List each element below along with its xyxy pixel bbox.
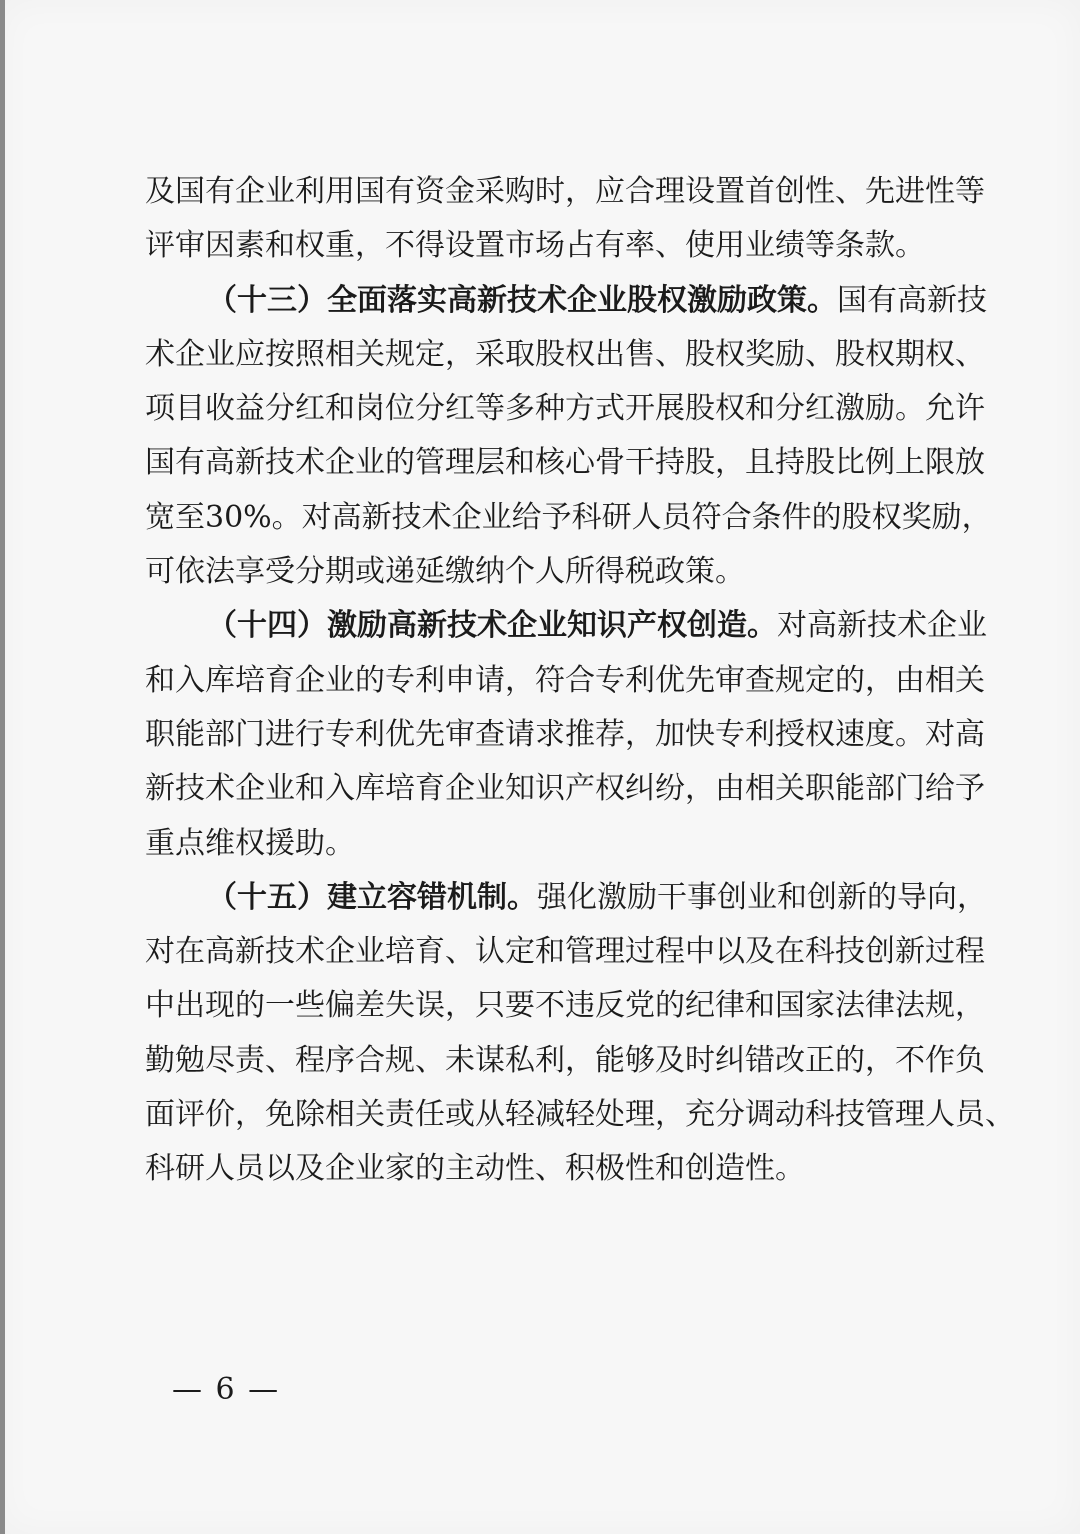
- body-line: 新技术企业和入库培育企业知识产权纠纷，由相关职能部门给予: [145, 771, 985, 807]
- body-line: 职能部门进行专利优先审查请求推荐，加快专利授权速度。对高: [145, 716, 985, 752]
- section-first-line: [145, 871, 987, 925]
- body-line: 中出现的一些偏差失误，只要不违反党的纪律和国家法律法规，: [145, 988, 985, 1024]
- body-line: 和入库培育企业的专利申请，符合专利优先审查规定的，由相关: [145, 662, 985, 698]
- body-line: 勤勉尽责、程序合规、未谋私利，能够及时纠错改正的，不作负: [145, 1042, 985, 1078]
- body-line: 可依法享受分期或递延缴纳个人所得税政策。: [145, 554, 745, 590]
- body-line: 对在高新技术企业培育、认定和管理过程中以及在科技创新过程: [145, 934, 985, 970]
- body-line: 重点维权援助。: [145, 825, 355, 861]
- body-line: 及国有企业利用国有资金采购时，应合理设置首创性、先进性等: [145, 174, 985, 209]
- section-text: 国有高新技: [837, 282, 987, 318]
- body-line: 项目收益分红和岗位分红等多种方式开展股权和分红激励。允许: [145, 391, 985, 427]
- document-body: [145, 165, 1015, 1197]
- section-first-line: [145, 274, 987, 328]
- body-line: 术企业应按照相关规定，采取股权出售、股权奖励、股权期权、: [145, 336, 985, 372]
- body-line: 科研人员以及企业家的主动性、积极性和创造性。: [145, 1151, 805, 1187]
- body-line: 面评价，免除相关责任或从轻减轻处理，充分调动科技管理人员、: [145, 1097, 1015, 1133]
- body-line: 国有高新技术企业的管理层和核心骨干持股，且持股比例上限放: [145, 445, 985, 481]
- section-text: 对高新技术企业: [777, 608, 987, 644]
- section-first-line: [145, 599, 987, 653]
- body-line: 宽至30%。对高新技术企业给予科研人员符合条件的股权奖励，: [145, 499, 992, 535]
- section-text: 强化激励干事创业和创新的导向，: [537, 879, 987, 915]
- page-number: — 6 —: [172, 1372, 281, 1407]
- body-line: 评审因素和权重，不得设置市场占有率、使用业绩等条款。: [145, 228, 925, 264]
- page-edge: [0, 0, 5, 1534]
- section-heading: （十四）激励高新技术企业知识产权创造。: [207, 608, 777, 644]
- section-heading: （十五）建立容错机制。: [207, 879, 537, 915]
- section-heading: （十三）全面落实高新技术企业股权激励政策。: [207, 282, 837, 318]
